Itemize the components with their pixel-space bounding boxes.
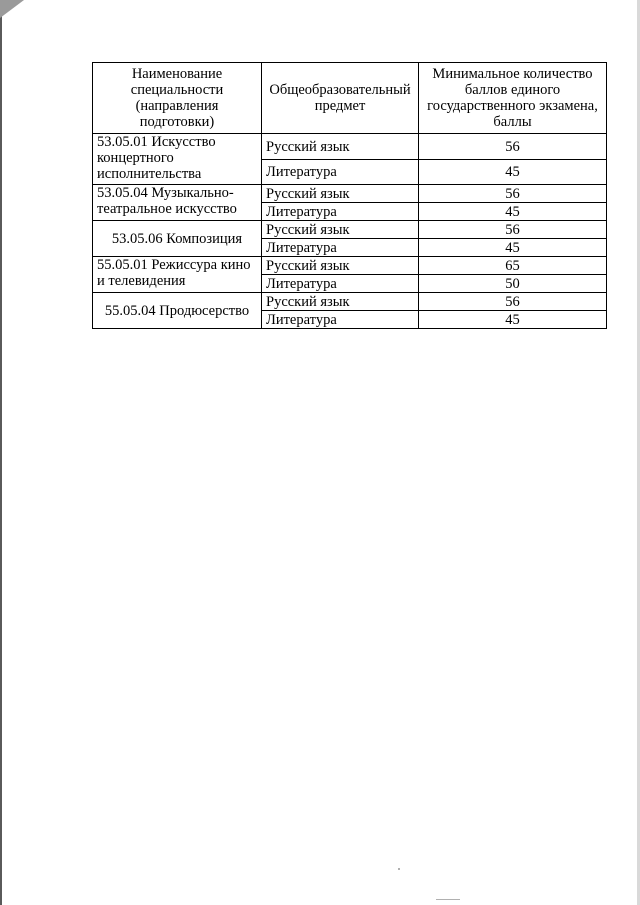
header-specialty: Наименование специальности (направления подготовки)	[93, 63, 262, 134]
table-row	[93, 293, 607, 311]
header-subject: Общеобразовательный предмет	[262, 63, 419, 134]
specialty-cell: 55.05.01 Режиссура кино и телевидения	[93, 257, 262, 293]
table-header-row	[93, 63, 607, 134]
score-cell: 45	[419, 160, 607, 185]
specialty-cell: 53.05.06 Композиция	[93, 221, 262, 257]
score-cell: 65	[419, 257, 607, 275]
score-cell: 45	[419, 239, 607, 257]
specialty-cell: 53.05.01 Искусство концертного исполнительства	[93, 134, 262, 185]
subject-cell: Русский язык	[262, 257, 419, 275]
subject-cell: Русский язык	[262, 293, 419, 311]
specialty-cell: 53.05.04 Музыкально-театральное искусство	[93, 185, 262, 221]
score-cell: 45	[419, 203, 607, 221]
table-row	[93, 185, 607, 203]
specialty-cell: 55.05.04 Продюсерство	[93, 293, 262, 329]
subject-cell: Русский язык	[262, 185, 419, 203]
subject-cell: Литература	[262, 160, 419, 185]
subject-cell: Русский язык	[262, 221, 419, 239]
score-cell: 45	[419, 311, 607, 329]
table-row	[93, 134, 607, 160]
table-row	[93, 257, 607, 275]
subject-cell: Литература	[262, 311, 419, 329]
scan-edge-left	[0, 0, 2, 905]
score-cell: 50	[419, 275, 607, 293]
subject-cell: Литература	[262, 239, 419, 257]
scan-speck	[398, 868, 400, 870]
subject-cell: Литература	[262, 275, 419, 293]
header-min-score: Минимальное количество баллов единого государственного экзамена, баллы	[419, 63, 607, 134]
exam-score-table	[92, 62, 607, 329]
scan-corner-shadow	[0, 0, 24, 18]
subject-cell: Русский язык	[262, 134, 419, 160]
scan-speck	[436, 899, 460, 900]
score-cell: 56	[419, 221, 607, 239]
score-cell: 56	[419, 185, 607, 203]
table-row	[93, 221, 607, 239]
subject-cell: Литература	[262, 203, 419, 221]
score-cell: 56	[419, 293, 607, 311]
score-cell: 56	[419, 134, 607, 160]
